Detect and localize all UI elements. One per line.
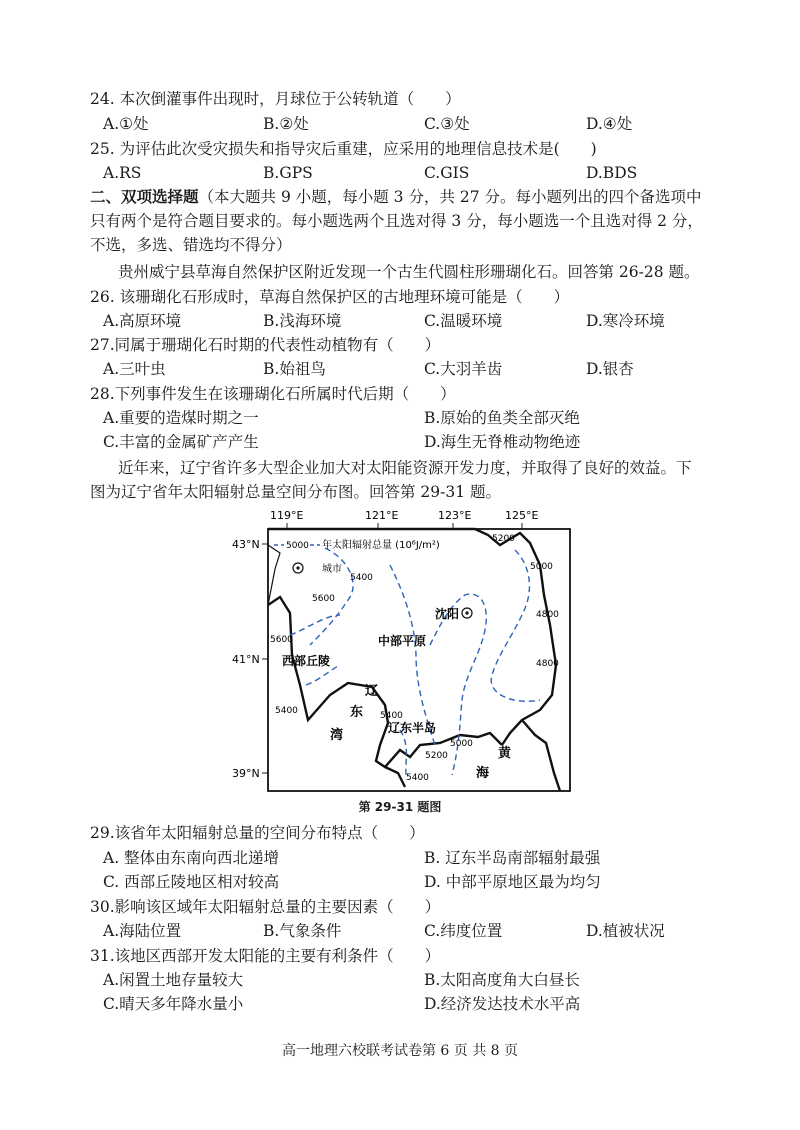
isoline-label: 5200 [492, 534, 515, 544]
q25-option-b: B.GPS [263, 164, 313, 182]
q25-option-a: A.RS [103, 164, 142, 182]
isoline-label: 4800 [536, 610, 559, 620]
isoline-label: 5000 [450, 739, 473, 749]
q27-stem: 27.同属于珊瑚化石时期的代表性动植物有（ ） [90, 336, 441, 354]
place-shenyang: 沈阳 [435, 607, 460, 621]
section2-instruction-1: （本大题共 9 小题，每小题 3 分，共 27 分。每小题列出的四个备选项中 [198, 188, 702, 206]
q25-stem: 25. 为评估此次受灾损失和指导灾后重建，应采用的地理信息技术是( ) [90, 140, 597, 158]
q25-option-c: C.GIS [424, 164, 470, 182]
q31-option-d: D.经济发达技术水平高 [424, 995, 581, 1013]
isoline-label: 5400 [380, 711, 403, 721]
place-huang: 黄 [498, 746, 512, 761]
place-liao: 辽 [365, 684, 379, 699]
q27-option-d: D.银杏 [586, 360, 634, 378]
place-wan: 湾 [330, 728, 344, 743]
lon-label-125: 125°E [505, 509, 539, 522]
q25-option-d: D.BDS [586, 164, 638, 182]
legend-isoline-label: 年太阳辐射总量 (10⁶J/m²) [322, 540, 440, 551]
q31-option-b: B.太阳高度角大白昼长 [424, 971, 580, 989]
q26-option-c: C.温暖环境 [424, 312, 503, 330]
q30-option-d: D.植被状况 [586, 922, 665, 940]
legend-isoline-sample: 5000 [286, 541, 309, 551]
q26-stem: 26. 该珊瑚化石形成时，草海自然保护区的古地理环境可能是（ ） [90, 288, 570, 306]
lat-label-39: 39°N [232, 767, 260, 780]
q31-stem: 31.该地区西部开发太阳能的主要有利条件（ ） [90, 947, 441, 965]
lat-label-43: 43°N [232, 538, 260, 551]
isoline-label: 5400 [406, 773, 429, 783]
q24-option-b: B.②处 [263, 115, 309, 133]
q26-option-d: D.寒冷环境 [586, 312, 665, 330]
q31-option-c: C.晴天多年降水量小 [103, 995, 244, 1013]
section2-instruction-3: 不选，多选、错选均不得分） [90, 236, 292, 254]
q27-option-b: B.始祖鸟 [263, 360, 326, 378]
q26-option-a: A.高原环境 [103, 312, 182, 330]
solar-radiation-map [230, 505, 575, 795]
q27-option-a: A.三叶虫 [103, 360, 166, 378]
q29-option-c: C. 西部丘陵地区相对较高 [103, 873, 280, 891]
q28-stem: 28.下列事件发生在该珊瑚化石所属时代后期（ ） [90, 385, 456, 403]
q28-option-b: B.原始的鱼类全部灭绝 [424, 409, 580, 427]
isoline-label: 5400 [350, 573, 373, 583]
q29-stem: 29.该省年太阳辐射总量的空间分布特点（ ） [90, 824, 425, 842]
place-liaodong-peninsula: 辽东半岛 [388, 721, 437, 735]
isoline-label: 5600 [270, 635, 293, 645]
place-western-hills: 西部丘陵 [282, 654, 331, 668]
map-caption: 第 29-31 题图 [358, 800, 442, 814]
q29-option-b: B. 辽东半岛南部辐射最强 [424, 849, 601, 867]
lon-label-121: 121°E [365, 509, 399, 522]
page-footer: 高一地理六校联考试卷第 6 页 共 8 页 [281, 1043, 519, 1059]
q30-stem: 30.影响该区域年太阳辐射总量的主要因素（ ） [90, 898, 441, 916]
lon-label-119: 119°E [270, 509, 304, 522]
q30-option-b: B.气象条件 [263, 922, 342, 940]
lat-label-41: 41°N [232, 653, 260, 666]
q29-option-a: A. 整体由东南向西北递增 [103, 849, 280, 867]
q24-option-d: D.④处 [586, 115, 633, 133]
isoline-label: 5200 [425, 751, 448, 761]
section2-title: 二、双项选择题 [90, 187, 199, 206]
place-central-plain: 中部平原 [378, 634, 427, 648]
section2-instruction-2: 只有两个是符合题目要求的。每小题选两个且选对得 3 分，每小题选一个且选对得 2 分， [90, 212, 703, 230]
place-dong: 东 [350, 705, 364, 720]
legend-city-label: 城市 [322, 564, 342, 575]
isoline-label: 4800 [536, 659, 559, 669]
place-hai: 海 [476, 766, 490, 781]
section2-header [90, 186, 702, 208]
q28-option-a: A.重要的造煤时期之一 [103, 409, 259, 427]
q26-option-b: B.浅海环境 [263, 312, 342, 330]
intro-29-31-line2: 图为辽宁省年太阳辐射总量空间分布图。回答第 29-31 题。 [90, 483, 502, 501]
isoline-label: 5000 [530, 562, 553, 572]
isoline-label: 5400 [275, 706, 298, 716]
intro-29-31-line1: 近年来，辽宁省许多大型企业加大对太阳能资源开发力度，并取得了良好的效益。下 [118, 459, 692, 477]
q24-stem: 24. 本次倒灌事件出现时，月球位于公转轨道（ ） [90, 90, 461, 108]
q29-option-d: D. 中部平原地区最为均匀 [424, 873, 601, 891]
isoline-label: 5600 [312, 594, 335, 604]
q27-option-c: C.大羽羊齿 [424, 360, 503, 378]
intro-26-28: 贵州威宁县草海自然保护区附近发现一个古生代圆柱形珊瑚化石。回答第 26-28 题。 [118, 263, 700, 281]
q30-option-c: C.纬度位置 [424, 922, 503, 940]
q24-option-c: C.③处 [424, 115, 470, 133]
q31-option-a: A.闲置土地存量较大 [103, 971, 244, 989]
q28-option-d: D.海生无脊椎动物绝迹 [424, 433, 581, 451]
q28-option-c: C.丰富的金属矿产产生 [103, 433, 259, 451]
lon-label-123: 123°E [438, 509, 472, 522]
q30-option-a: A.海陆位置 [103, 922, 182, 940]
q24-option-a: A.①处 [103, 115, 149, 133]
